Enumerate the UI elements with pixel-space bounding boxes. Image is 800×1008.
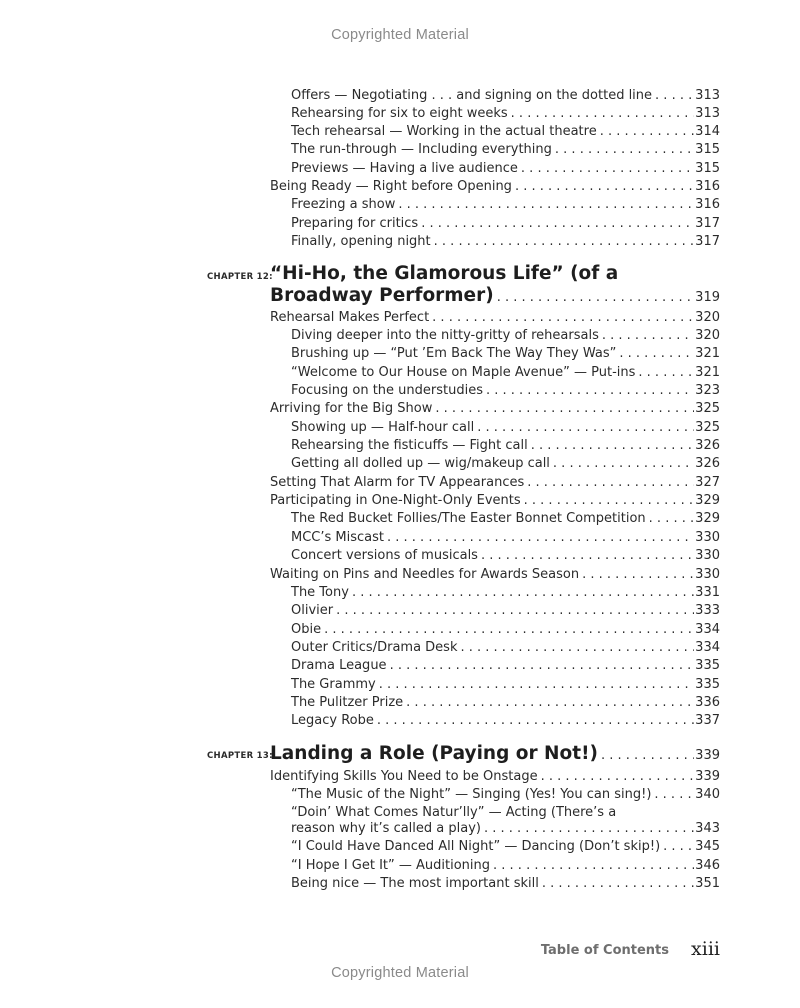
toc-entry-page: 335 [695,658,720,673]
toc-entry[interactable] [291,233,720,251]
leader-dots [524,492,695,510]
toc-entry-page: 334 [695,622,720,637]
toc-entry-page: 340 [695,787,720,802]
leader-dots [421,215,694,233]
toc-entry-title: Obie [291,622,322,637]
leader-dots [432,309,694,327]
leader-dots [379,676,694,694]
toc-entry[interactable] [291,694,720,712]
toc-entry-title: Outer Critics/Drama Desk [291,640,458,655]
leader-dots [493,857,694,875]
toc-entry-page: 330 [695,530,720,545]
toc-entry-page: 339 [695,769,720,784]
leader-dots [515,178,694,196]
toc-entry-title: The Pulitzer Prize [291,695,404,710]
toc-entry[interactable] [291,345,720,363]
toc-entry[interactable] [291,529,720,547]
toc-entry[interactable] [291,510,720,528]
toc-entry-title: Showing up — Half-hour call [291,420,475,435]
running-footer-label: Table of Contents [540,943,669,958]
toc-entry[interactable] [291,875,720,893]
toc-entry-title: Diving deeper into the nitty-gritty of rehearsals [291,328,599,343]
toc-entry-page: 320 [695,328,720,343]
toc-entry-page: 331 [695,585,720,600]
toc-entry[interactable] [291,621,720,639]
leader-dots [638,364,694,382]
toc-entry[interactable] [291,820,720,838]
toc-entry-title: Setting That Alarm for TV Appearances [270,475,525,490]
leader-dots [377,712,694,730]
toc-entry-page: 316 [695,197,720,212]
toc-entry-title: Olivier [291,603,334,618]
leader-dots [497,287,694,309]
toc-entry[interactable] [291,419,720,437]
toc-entry-page: 337 [695,713,720,728]
leader-dots [481,547,694,565]
toc-entry-title: Preparing for critics [291,216,419,231]
leader-dots [531,437,694,455]
toc-entry[interactable] [291,584,720,602]
toc-entry-title: Concert versions of musicals [291,548,478,563]
leader-dots [336,602,694,620]
toc-entry[interactable] [291,657,720,675]
toc-entry-page: 330 [695,548,720,563]
leader-dots [460,639,694,657]
toc-entry-title: Drama League [291,658,387,673]
toc-entry-title: “Welcome to Our House on Maple Avenue” — Put-ins [291,365,636,380]
toc-entry-title: Offers — Negotiating . . . and signing on the dotted line [291,88,653,103]
toc-entry-title: “I Hope I Get It” — Auditioning [291,858,491,873]
toc-entry-title: Tech rehearsal — Working in the actual theatre [291,124,597,139]
chapter-12-title-line2: Broadway Performer) [270,285,494,306]
toc-entry-page: 326 [695,438,720,453]
toc-entry[interactable] [291,160,720,178]
toc-entry-title: Getting all dolled up — wig/makeup call [291,456,550,471]
leader-dots [601,745,694,767]
page-number: xiii [691,938,720,960]
leader-dots [324,621,694,639]
toc-entry-page: 329 [695,493,720,508]
leader-dots [602,327,694,345]
chapter-12-page: 319 [695,290,720,305]
copyright-watermark-top: Copyrighted Material [331,27,469,43]
chapter-13-label: CHAPTER 13: [207,751,273,761]
toc-entry-page: 325 [695,420,720,435]
leader-dots [541,768,695,786]
leader-dots [527,474,694,492]
toc-entry[interactable] [291,547,720,565]
toc-entry-page: 330 [695,567,720,582]
toc-entry-title: Rehearsing for six to eight weeks [291,106,508,121]
toc-entry-title: Arriving for the Big Show [270,401,433,416]
toc-entry-page: 315 [695,142,720,157]
toc-entry-page: 326 [695,456,720,471]
toc-entry-page: 327 [695,475,720,490]
toc-entry[interactable] [291,382,720,400]
toc-entry-page: 313 [695,88,720,103]
toc-entry-page: 317 [695,234,720,249]
toc-entry-title: reason why it’s called a play) [291,821,481,836]
chapter-13-title-row[interactable] [270,743,720,767]
toc-entry-page: 317 [695,216,720,231]
toc-entry[interactable] [291,141,720,159]
toc-entry-title: MCC’s Miscast [291,530,384,545]
toc-entry-title: Freezing a show [291,197,396,212]
toc-entry-page: 346 [695,858,720,873]
leader-dots [477,419,694,437]
leader-dots [582,566,694,584]
toc-entry-title: Focusing on the understudies [291,383,483,398]
toc-entry-page: 334 [695,640,720,655]
leader-dots [555,141,694,159]
chapter-12-title-line1[interactable]: “Hi-Ho, the Glamorous Life” (of a [270,263,619,284]
toc-entry-title: Waiting on Pins and Needles for Awards Season [270,567,580,582]
toc-entry-page: 336 [695,695,720,710]
copyright-watermark-bottom: Copyrighted Material [331,965,469,981]
toc-entry-title-line1[interactable]: “Doin’ What Comes Natur’lly” — Acting (There’s a [291,805,617,820]
leader-dots [387,529,694,547]
toc-entry[interactable] [291,364,720,382]
toc-entry-title: The Grammy [291,677,376,692]
leader-dots [521,160,694,178]
toc-entry-title: Legacy Robe [291,713,374,728]
toc-entry-page: 321 [695,365,720,380]
leader-dots [619,345,694,363]
leader-dots [553,455,694,473]
toc-entry-page: 313 [695,106,720,121]
toc-entry[interactable] [291,215,720,233]
toc-entry-title: Being Ready — Right before Opening [270,179,512,194]
toc-entry-page: 323 [695,383,720,398]
toc-entry[interactable] [291,838,720,856]
toc-section-entry[interactable] [270,492,720,510]
toc-entry-title: “I Could Have Danced All Night” — Dancing (Don’t skip!) [291,839,661,854]
leader-dots [654,786,694,804]
leader-dots [435,400,694,418]
leader-dots [434,233,695,251]
toc-entry[interactable] [291,196,720,214]
toc-entry-page: 329 [695,511,720,526]
toc-section-entry[interactable] [270,474,720,492]
toc-entry-title: Brushing up — “Put ’Em Back The Way They Was” [291,346,617,361]
toc-entry[interactable] [291,105,720,123]
toc-entry-page: 325 [695,401,720,416]
toc-entry-page: 316 [695,179,720,194]
toc-entry[interactable] [291,123,720,141]
leader-dots [390,657,695,675]
leader-dots [663,838,694,856]
toc-entry-page: 351 [695,876,720,891]
toc-entry-page: 321 [695,346,720,361]
leader-dots [484,820,694,838]
toc-entry-page: 320 [695,310,720,325]
toc-entry[interactable] [291,87,720,105]
toc-entry-page: 345 [695,839,720,854]
toc-entry-page: 333 [695,603,720,618]
toc-section-entry[interactable] [270,178,720,196]
toc-entry[interactable] [291,455,720,473]
toc-entry-title: Identifying Skills You Need to be Onstage [270,769,538,784]
leader-dots [406,694,694,712]
toc-entry[interactable] [291,327,720,345]
toc-entry[interactable] [291,676,720,694]
leader-dots [352,584,694,602]
leader-dots [542,875,694,893]
toc-section-entry[interactable] [270,309,720,327]
leader-dots [511,105,695,123]
toc-entry-title: Rehearsing the fisticuffs — Fight call [291,438,528,453]
toc-entry[interactable] [291,602,720,620]
toc-section-entry[interactable] [270,400,720,418]
toc-entry-title: Previews — Having a live audience [291,161,518,176]
toc-entry[interactable] [291,639,720,657]
toc-entry-title: Finally, opening night [291,234,431,249]
toc-section-entry[interactable] [270,768,720,786]
toc-entry-page: 343 [695,821,720,836]
chapter-13-title: Landing a Role (Paying or Not!) [270,743,598,764]
toc-entry[interactable] [291,712,720,730]
leader-dots [600,123,694,141]
leader-dots [655,87,694,105]
toc-entry-title: Participating in One-Night-Only Events [270,493,521,508]
toc-entry-title: The Tony [291,585,349,600]
toc-entry[interactable] [291,437,720,455]
leader-dots [398,196,694,214]
toc-entry-title: The Red Bucket Follies/The Easter Bonnet Competition [291,511,646,526]
leader-dots [649,510,695,528]
toc-entry[interactable] [291,786,720,804]
toc-entry[interactable] [291,857,720,875]
chapter-12-title-row[interactable] [270,285,720,309]
toc-entry-title: “The Music of the Night” — Singing (Yes! You can sing!) [291,787,652,802]
leader-dots [486,382,694,400]
toc-entry-page: 314 [695,124,720,139]
toc-entry-title: Rehearsal Makes Perfect [270,310,430,325]
toc-entry-page: 335 [695,677,720,692]
toc-entry-title: Being nice — The most important skill [291,876,539,891]
toc-section-entry[interactable] [270,566,720,584]
toc-entry-title: The run-through — Including everything [291,142,552,157]
chapter-12-label: CHAPTER 12: [207,272,273,282]
toc-entry-page: 315 [695,161,720,176]
chapter-13-page: 339 [695,748,720,763]
